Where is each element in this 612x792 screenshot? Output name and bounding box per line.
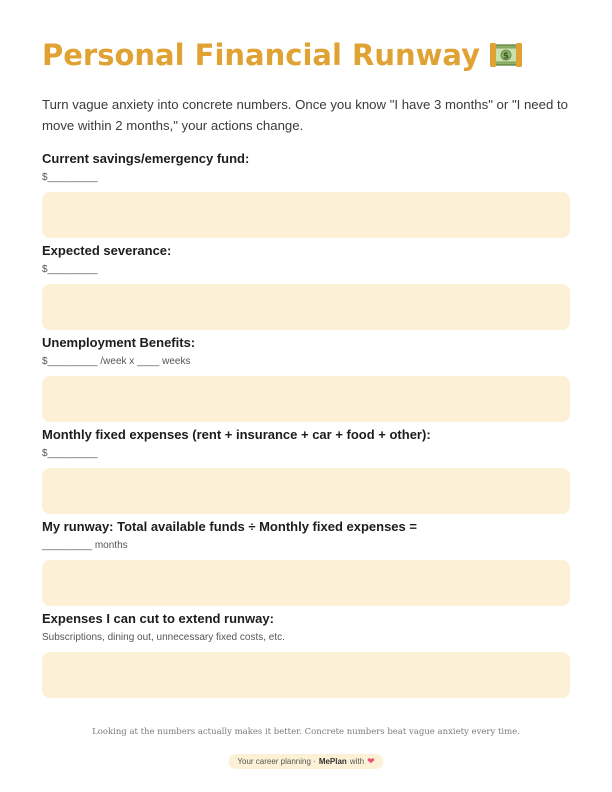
- section-severance: [42, 242, 570, 330]
- section-label: Unemployment Benefits:: [42, 335, 196, 350]
- brand-name: MePlan: [318, 757, 347, 766]
- savings-input-box[interactable]: [42, 192, 570, 238]
- section-label: My runway: Total available funds ÷ Monthly fixed expenses =: [42, 519, 417, 534]
- section-hint: _________ months: [42, 540, 128, 551]
- svg-text:$: $: [502, 51, 510, 62]
- section-hint: $_________: [42, 172, 98, 183]
- page-title: Personal Financial Runway: [42, 38, 481, 72]
- money-bill-icon: [490, 42, 522, 68]
- footer-note: Looking at the numbers actually makes it better. Concrete numbers beat vague anxiety every time.: [92, 727, 520, 737]
- heart-icon: ❤: [367, 756, 375, 766]
- section-label: Monthly fixed expenses (rent + insurance + car + food + other):: [42, 427, 431, 442]
- cut-expenses-input-box[interactable]: [42, 652, 570, 698]
- intro-text: Turn vague anxiety into concrete numbers. Once you know "I have 3 months" or "I need to move within 2 months," your actions change.: [42, 97, 568, 133]
- section-hint: $_________: [42, 264, 98, 275]
- unemployment-input-box[interactable]: [42, 376, 570, 422]
- section-hint: Subscriptions, dining out, unnecessary fixed costs, etc.: [42, 632, 285, 643]
- section-cut-expenses: [42, 610, 570, 698]
- runway-input-box[interactable]: [42, 560, 570, 606]
- severance-input-box[interactable]: [42, 284, 570, 330]
- section-label: Expected severance:: [42, 243, 172, 258]
- footer-prefix: Your career planning ·: [237, 757, 316, 766]
- section-runway: [42, 518, 570, 606]
- title-row: [42, 38, 522, 72]
- section-savings: [42, 150, 570, 238]
- section-label: Current savings/emergency fund:: [42, 151, 250, 166]
- fixed-expenses-input-box[interactable]: [42, 468, 570, 514]
- section-hint: $_________: [42, 448, 98, 459]
- section-hint: $_________ /week x ____ weeks: [42, 356, 191, 367]
- footer-suffix: with: [349, 757, 365, 766]
- section-fixed-expenses: [42, 426, 570, 514]
- footer-credit: [228, 754, 383, 769]
- section-unemployment: [42, 334, 570, 422]
- section-label: Expenses I can cut to extend runway:: [42, 611, 274, 626]
